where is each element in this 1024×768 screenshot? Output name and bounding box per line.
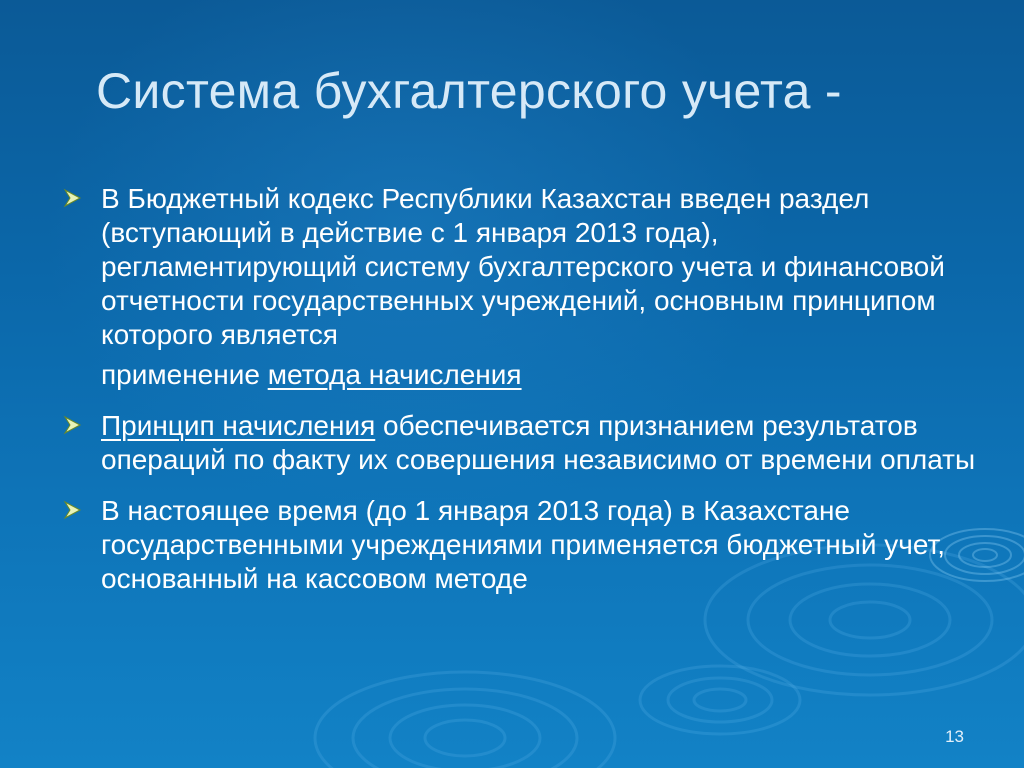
arrowhead-bullet-icon <box>62 188 82 208</box>
bullet-item-cash-method <box>62 494 982 596</box>
underlined-term: метода начисления <box>267 359 522 390</box>
bullet-text <box>101 182 982 392</box>
bullet-text <box>101 409 982 477</box>
bullet-item-accrual-principle <box>62 409 982 477</box>
bullet-list <box>62 182 982 613</box>
arrowhead-bullet-icon <box>62 500 82 520</box>
slide-page-number: 13 <box>945 727 964 746</box>
bullet-text-main: В Бюджетный кодекс Республики Казахстан введен раздел (вступающий в действие с 1 января 2013 года), регламентирующий систему бухгалтерского учета и финансовой отчетности государственных учреждений, основным принципом которого является <box>101 183 945 350</box>
bullet-text-continuation <box>101 358 522 392</box>
bullet-text-prefix: применение <box>101 359 268 390</box>
bullet-text-rest: обеспечивается признанием результатов операций по факту их совершения независимо от времени оплаты <box>101 410 976 475</box>
arrowhead-bullet-icon <box>62 415 82 435</box>
slide-title: Система бухгалтерского учета - <box>96 63 842 119</box>
underlined-term: Принцип начисления <box>101 410 376 441</box>
bullet-item-budget-code <box>62 182 982 392</box>
bullet-text: В настоящее время (до 1 января 2013 года) в Казахстане государственными учреждениями применяется бюджетный учет, основанный на кассовом методе <box>101 495 946 594</box>
